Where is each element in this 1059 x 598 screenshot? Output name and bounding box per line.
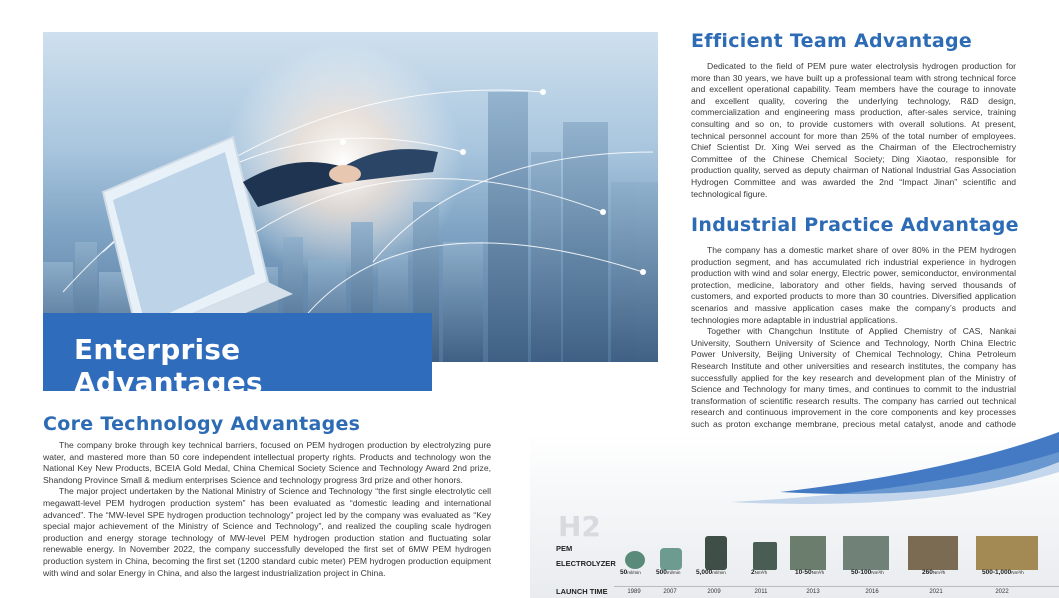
device-5 (790, 536, 826, 570)
launch-year-2: 2007 (663, 589, 677, 595)
industrial-practice-paragraph-1: The company has a domestic market share of over 80% in the PEM hydrogen production segment, and has accumulated rich industrial experience in hydrogen production with wind and solar energy, Electric power, semiconductor, environmental protection, medicine, laboratory and other fields, having served thousands of customers, and exported products to more than 30 countries. Diversified application scenarios and massive application cases make the company’s products and technologies more adaptable in industrial applications. (691, 245, 1016, 325)
product-capacity-7: 260Nm³/h (922, 569, 946, 576)
enterprise-advantages-banner (43, 313, 432, 399)
device-8 (976, 536, 1038, 570)
core-technology-heading: Core Technology Advantages (43, 413, 361, 435)
pem-label: PEM (556, 544, 573, 553)
device-1 (625, 551, 645, 569)
industrial-practice-heading: Industrial Practice Advantage (691, 214, 1019, 236)
launch-year-7: 2021 (929, 589, 943, 595)
launch-year-6: 2016 (865, 589, 879, 595)
device-4 (753, 542, 777, 570)
banner-title: Enterprise Advantages (74, 333, 263, 399)
efficient-team-paragraph: Dedicated to the field of PEM pure water electrolysis hydrogen production for more than 30 years, we have built up a professional team with strong technical force and excellent operational capability. Team members have the courage to innovate and excellent quality, covering the underlying technology, R&D design, commercialization and engineering mass production, after-sales service, training consulting and so on, to provide customers with overall solutions. At present, technical personnel account for more than 25% of the total number of employees. Chief Scientist Dr. Xing Wei served as the Chairman of the Electrochemistry Committee of the Chinese Chemical Society; Ding Xiaotao, responsible for production quality, served as deputy chairman of National Industrial Gas Association Hydrogen Committee and was awarded the 2nd “Impact Jinan” scientific and technological figure. (691, 61, 1016, 199)
electrolyzer-timeline (530, 432, 1059, 598)
launch-year-4: 2011 (754, 589, 768, 595)
launch-time-label: LAUNCH TIME (556, 587, 608, 596)
launch-year-5: 2013 (806, 589, 820, 595)
product-capacity-5: 10-50Nm³/h (795, 569, 825, 576)
launch-year-8: 2022 (995, 589, 1009, 595)
product-capacity-2: 500ml/min (656, 569, 681, 576)
device-6 (843, 536, 889, 570)
product-capacity-8: 500-1,000Nm³/h (982, 569, 1024, 576)
product-capacity-3: 5,000ml/min (696, 569, 726, 576)
electrolyzer-label: ELECTROLYZER (556, 559, 616, 568)
efficient-team-heading: Efficient Team Advantage (691, 30, 973, 52)
launch-year-1: 1989 (627, 589, 641, 595)
product-capacity-4: 2Nm³/h (751, 569, 768, 576)
core-technology-text (43, 440, 491, 579)
core-technology-paragraph-1: The company broke through key technical barriers, focused on PEM hydrogen production by electrolyzing pure water, and mastered more than 50 core independent intellectual property rights. Products and technology won the National Key New Products, BCEIA Gold Medal, China Chemical Society Science and Technology Award 2nd prize, Shandong Province Small & medium enterprises Science and technology progress 3rd prize and other honors. (43, 440, 491, 485)
product-capacity-6: 50-100Nm³/h (851, 569, 884, 576)
industrial-practice-paragraph-2: Together with Changchun Institute of Applied Chemistry of CAS, Nankai University, Southern University of Science and Technology, North China Electric Power University, Beijing University of Chemical Technology, China Petroleum Research Institute and other universities and research institutes, the company has successfully applied for the key research and development plan of the Ministry of Science and Technology for many times, and continues to commit to the industrial transformation of scientific research results. The company has carried out technical research and continuous improvement in the core components and key processes such as proton exchange membrane, precious metal catalyst, anode and cathode (691, 326, 1016, 429)
launch-year-3: 2009 (707, 589, 721, 595)
efficient-team-text (691, 61, 1016, 200)
core-technology-paragraph-2: The major project undertaken by the National Ministry of Science and Technology “the first single electrolytic cell megawatt-level PEM hydrogen production system” has been evaluated as “domestic leading and international advanced”. The “MW-level SPE hydrogen production technology” project led by the company was evaluated as “Key special major achievement of the Ministry of Science and Technology”, and realized the coupling scale hydrogen production and energy storage technology of MW-level PEM hydrogen production station and fluctuating solar renewable energy. In November 2022, the company successfully developed the first set of 6MW PEM hydrogen production system in China, becoming the first set (1200 standard cubic meter) PEM hydrogen production equipment with wind and solar Energy in China, and also the largest industrialization project in China. (43, 486, 491, 578)
timeline-line (614, 586, 1059, 587)
product-capacity-1: 50ml/min (620, 569, 641, 576)
h2-watermark: H2 (558, 510, 601, 543)
device-7 (908, 536, 958, 570)
device-3 (705, 536, 727, 570)
device-2 (660, 548, 682, 570)
